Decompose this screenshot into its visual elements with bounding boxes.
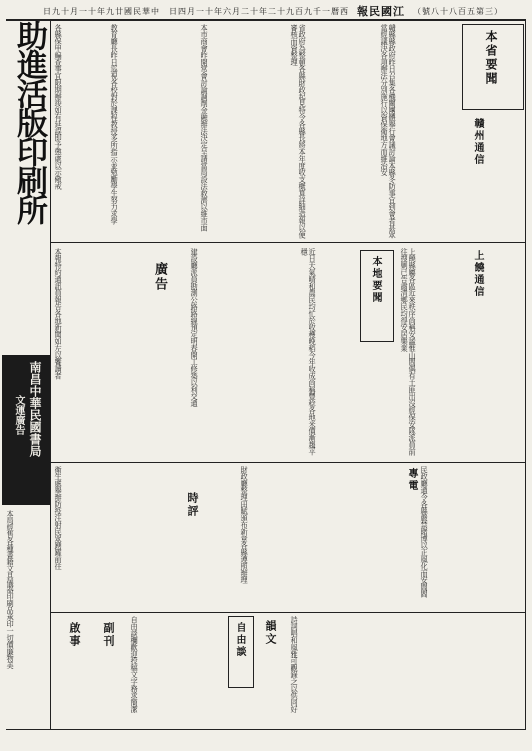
- article: 贛縣縣政府昨日召集各機關團體舉行會議討論本縣冬防事宜到會者甚眾當經議決各項辦法分別施行以資保衛地方而維治安: [380, 24, 398, 238]
- article: 本報特約通訊員報告各地新聞如左以饗讀者: [54, 248, 64, 380]
- sub-heading: 上饒通信: [472, 250, 483, 298]
- section-heading: 啟事: [68, 622, 81, 648]
- band-divider: [50, 612, 526, 613]
- article: 省政府為整頓各縣財政起見特令各縣長將本年度收支概算詳細造報以便審核而資整理: [290, 24, 308, 238]
- band-divider: [50, 462, 526, 463]
- printing-shop-ad: 助進活版印刷所: [11, 20, 47, 223]
- ad-service-text: 本局經售各種書籍文具儀器印刷品承印一切價廉物美: [6, 510, 16, 669]
- page-border-right: [525, 20, 526, 730]
- article: 各縣保甲編查事宜限期辦竣如有延誤即予懲處以示儆戒: [54, 24, 64, 190]
- article: 財政廳整理田賦頒布新章各縣遵照辦理: [240, 466, 250, 584]
- date-line: 日九十月一十年九廿國民華中 日四月一十年六月二十年二十九百九千一曆西: [43, 6, 349, 16]
- section-heading: 本省要聞: [484, 30, 498, 86]
- article: 民政廳通令各縣嚴禁賭博以正風化而安閭閻: [420, 466, 430, 598]
- bookstore-tagline: 文運廣告: [13, 395, 24, 435]
- article: 建設廳派員勘測公路路線預定明春開工修築以利交通: [190, 248, 200, 407]
- article: 本市商會昨開常會討論調劑金融辦法決定呈請當局設法救濟以維市面: [200, 24, 210, 232]
- masthead-rule: [6, 19, 526, 21]
- issue-number: （號八十八百五第三）: [413, 6, 503, 16]
- article: 自由談欄歡迎投稿文字務求簡潔: [130, 616, 140, 713]
- article: 詩詞唱和風雅可觀錄之以供同好: [290, 616, 300, 713]
- masthead: [20, 4, 526, 18]
- page-border-bottom: [6, 729, 526, 730]
- newspaper-title: 報民國江: [357, 5, 405, 18]
- section-heading: 專電: [406, 468, 417, 492]
- section-heading: 韻文: [264, 620, 277, 646]
- section-heading: 時評: [186, 492, 199, 518]
- article: 近日天氣晴和農民均忙於收穫晚稻今年收成尚稱豐稔各地米價漸趨平穩: [300, 248, 318, 456]
- bookstore-ad: [2, 355, 50, 505]
- section-heading: 副刊: [102, 622, 115, 648]
- column-divider: [50, 20, 51, 730]
- section-heading: 本地要聞: [370, 256, 381, 304]
- bookstore-name: 南昌中華民國書局: [28, 361, 42, 457]
- article: 教育廳長昨日巡視各校對於課程教授多所指示並勉勵學生努力求學: [110, 24, 120, 225]
- section-heading: 廣告: [152, 262, 167, 292]
- section-heading: 自由談: [234, 622, 245, 658]
- band-divider: [50, 242, 526, 243]
- article: 上饒縣屬各區近來秩序尚稱安謐惟山間偶有土匪出沒經保安隊派員前往搜剿已告肅清鄉民均得安居樂業: [400, 248, 418, 456]
- sub-heading: 贛州通信: [472, 118, 483, 166]
- article: 衛生處舉辦防疫注射民眾踴躍前往: [54, 466, 64, 570]
